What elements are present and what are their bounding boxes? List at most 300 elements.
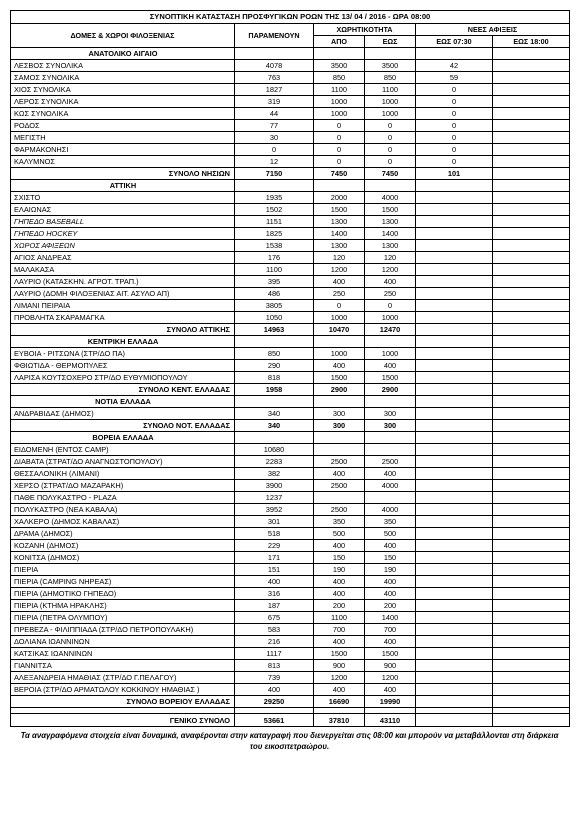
capacity-to-cell: 190 — [365, 564, 416, 576]
facility-name-cell: ΣΧΙΣΤΟ — [11, 192, 235, 204]
remaining-cell: 1117 — [235, 648, 314, 660]
capacity-to-cell: 1300 — [365, 240, 416, 252]
remaining-cell: 518 — [235, 528, 314, 540]
capacity-to-cell: 0 — [365, 156, 416, 168]
arrivals-1800-cell — [493, 684, 570, 696]
facility-name-cell: ΛΑΥΡΙΟ (ΔΟΜΗ ΦΙΛΟΞΕΝΙΑΣ ΑΙΤ. ΑΣΥΛΟ ΑΠ) — [11, 288, 235, 300]
arrivals-0730-cell — [416, 408, 493, 420]
arrivals-1800-cell — [493, 240, 570, 252]
remaining-cell: 176 — [235, 252, 314, 264]
remaining-cell: 400 — [235, 684, 314, 696]
capacity-to-cell — [365, 48, 416, 60]
facility-name-cell: ΛΙΜΑΝΙ ΠΕΙΡΑΙΑ — [11, 300, 235, 312]
capacity-from-cell: 700 — [314, 624, 365, 636]
arrivals-0730-cell — [416, 516, 493, 528]
capacity-from-cell — [314, 396, 365, 408]
capacity-to-cell: 150 — [365, 552, 416, 564]
arrivals-0730-cell: 0 — [416, 144, 493, 156]
col-header-remaining: ΠΑΡΑΜΕΝΟΥΝ — [235, 24, 314, 48]
capacity-to-cell: 400 — [365, 468, 416, 480]
arrivals-0730-cell — [416, 228, 493, 240]
remaining-cell: 1825 — [235, 228, 314, 240]
capacity-to-cell: 1400 — [365, 228, 416, 240]
arrivals-1800-cell — [493, 156, 570, 168]
capacity-to-cell: 12470 — [365, 324, 416, 336]
remaining-cell: 4078 — [235, 60, 314, 72]
capacity-to-cell: 500 — [365, 528, 416, 540]
grand-total-row — [11, 714, 570, 727]
remaining-cell: 14963 — [235, 324, 314, 336]
facility-name-cell: ΣΥΝΟΛΟ ΝΗΣΙΩΝ — [11, 168, 235, 180]
table-row — [11, 648, 570, 660]
remaining-cell: 2283 — [235, 456, 314, 468]
remaining-cell: 7150 — [235, 168, 314, 180]
facility-name-cell: ΠΡΟΒΛΗΤΑ ΣΚΑΡΑΜΑΓΚΑ — [11, 312, 235, 324]
col-header-arrivals-0730: ΕΩΣ 07:30 — [416, 36, 493, 48]
facility-name-cell: ΕΙΔΟΜΕΝΗ (ΕΝΤΟΣ CAMP) — [11, 444, 235, 456]
arrivals-0730-cell — [416, 420, 493, 432]
capacity-to-cell: 4000 — [365, 504, 416, 516]
arrivals-1800-cell — [493, 696, 570, 708]
capacity-from-cell: 0 — [314, 156, 365, 168]
capacity-to-cell: 300 — [365, 420, 416, 432]
table-row — [11, 60, 570, 72]
remaining-cell: 1827 — [235, 84, 314, 96]
facility-name-cell: ΧΕΡΣΟ (ΣΤΡΑΤ/ΔΟ ΜΑΖΑΡΑΚΗ) — [11, 480, 235, 492]
remaining-cell: 77 — [235, 120, 314, 132]
capacity-to-cell: 1000 — [365, 312, 416, 324]
arrivals-1800-cell — [493, 588, 570, 600]
arrivals-1800-cell — [493, 516, 570, 528]
section-header-row — [11, 180, 570, 192]
capacity-to-cell: 2900 — [365, 384, 416, 396]
facility-name-cell: ΛΑΡΙΣΑ ΚΟΥΤΣΟΧΕΡΟ ΣΤΡ/ΔΟ ΕΥΘΥΜΙΟΠΟΥΛΟΥ — [11, 372, 235, 384]
table-row — [11, 564, 570, 576]
facility-name-cell: ΚΟΝΙΤΣΑ (ΔΗΜΟΣ) — [11, 552, 235, 564]
capacity-to-cell: 4000 — [365, 480, 416, 492]
capacity-to-cell: 1500 — [365, 204, 416, 216]
section-header-row — [11, 336, 570, 348]
section-title: ΑΤΤΙΚΗ — [11, 180, 235, 192]
capacity-to-cell: 200 — [365, 600, 416, 612]
table-row — [11, 516, 570, 528]
footnote: Τα αναγραφόμενα στοιχεία είναι δυναμικά, αναφέρονται στην καταγραφή που διενεργείται στις 08:00 και μπορούν να μεταβάλλονται στη διάρκεια του εικοσιτετραώρου. — [20, 731, 559, 751]
table-row — [11, 552, 570, 564]
capacity-to-cell — [365, 444, 416, 456]
arrivals-1800-cell — [493, 144, 570, 156]
capacity-from-cell — [314, 48, 365, 60]
arrivals-0730-cell — [416, 444, 493, 456]
col-header-capacity-from: ΑΠΟ — [314, 36, 365, 48]
capacity-to-cell: 400 — [365, 540, 416, 552]
arrivals-0730-cell — [416, 480, 493, 492]
capacity-from-cell: 10470 — [314, 324, 365, 336]
arrivals-1800-cell — [493, 504, 570, 516]
capacity-from-cell — [314, 180, 365, 192]
table-row — [11, 252, 570, 264]
capacity-to-cell: 43110 — [365, 714, 416, 727]
remaining-cell: 1237 — [235, 492, 314, 504]
table-row — [11, 276, 570, 288]
arrivals-0730-cell — [416, 336, 493, 348]
capacity-to-cell: 1400 — [365, 612, 416, 624]
table-row — [11, 612, 570, 624]
table-row — [11, 132, 570, 144]
remaining-cell: 395 — [235, 276, 314, 288]
capacity-from-cell: 400 — [314, 684, 365, 696]
facility-name-cell: ΜΑΛΑΚΑΣΑ — [11, 264, 235, 276]
capacity-from-cell: 2900 — [314, 384, 365, 396]
capacity-to-cell: 900 — [365, 660, 416, 672]
facility-name-cell: ΚΩΣ ΣΥΝΟΛΙΚΑ — [11, 108, 235, 120]
arrivals-0730-cell — [416, 324, 493, 336]
facility-name-cell: ΑΛΕΞΑΝΔΡΕΙΑ ΗΜΑΘΙΑΣ (ΣΤΡ/ΔΟ Γ.ΠΕΛΑΓΟΥ) — [11, 672, 235, 684]
capacity-to-cell: 400 — [365, 276, 416, 288]
facility-name-cell: ΦΘΙΩΤΙΔΑ - ΘΕΡΜΟΠΥΛΕΣ — [11, 360, 235, 372]
facility-name-cell: ΠΙΕΡΙΑ — [11, 564, 235, 576]
table-row — [11, 636, 570, 648]
capacity-from-cell: 1200 — [314, 264, 365, 276]
remaining-cell: 3952 — [235, 504, 314, 516]
arrivals-0730-cell — [416, 204, 493, 216]
arrivals-1800-cell — [493, 528, 570, 540]
arrivals-1800-cell — [493, 444, 570, 456]
remaining-cell: 1502 — [235, 204, 314, 216]
facility-name-cell: ΒΕΡΟΙΑ (ΣΤΡ/ΔΟ ΑΡΜΑΤΩΛΟΥ ΚΟΚΚΙΝΟΥ ΗΜΑΘΙΑΣ ) — [11, 684, 235, 696]
capacity-from-cell: 2000 — [314, 192, 365, 204]
table-row — [11, 288, 570, 300]
remaining-cell: 3805 — [235, 300, 314, 312]
capacity-to-cell — [365, 492, 416, 504]
arrivals-0730-cell — [416, 492, 493, 504]
col-header-capacity-to: ΕΩΣ — [365, 36, 416, 48]
arrivals-0730-cell — [416, 600, 493, 612]
capacity-from-cell: 2500 — [314, 480, 365, 492]
capacity-to-cell: 400 — [365, 684, 416, 696]
remaining-cell: 316 — [235, 588, 314, 600]
arrivals-1800-cell — [493, 456, 570, 468]
table-row — [11, 240, 570, 252]
capacity-from-cell: 850 — [314, 72, 365, 84]
facility-name-cell: ΕΛΑΙΩΝΑΣ — [11, 204, 235, 216]
arrivals-1800-cell — [493, 408, 570, 420]
table-row — [11, 120, 570, 132]
arrivals-1800-cell — [493, 384, 570, 396]
capacity-from-cell: 300 — [314, 408, 365, 420]
remaining-cell: 675 — [235, 612, 314, 624]
facility-name-cell: ΘΕΣΣΑΛΟΝΙΚΗ (ΛΙΜΑΝΙ) — [11, 468, 235, 480]
facility-name-cell: ΧΙΟΣ ΣΥΝΟΛΙΚΑ — [11, 84, 235, 96]
capacity-to-cell: 4000 — [365, 192, 416, 204]
table-row — [11, 672, 570, 684]
remaining-cell: 3900 — [235, 480, 314, 492]
capacity-to-cell: 0 — [365, 144, 416, 156]
facility-name-cell: ΚΟΖΑΝΗ (ΔΗΜΟΣ) — [11, 540, 235, 552]
capacity-from-cell: 1300 — [314, 240, 365, 252]
table-row — [11, 204, 570, 216]
facility-name-cell: ΠΙΕΡΙΑ (ΔΗΜΟΤΙΚΟ ΓΗΠΕΔΟ) — [11, 588, 235, 600]
remaining-cell: 290 — [235, 360, 314, 372]
table-row — [11, 456, 570, 468]
table-row — [11, 408, 570, 420]
capacity-from-cell: 400 — [314, 360, 365, 372]
remaining-cell — [235, 336, 314, 348]
arrivals-1800-cell — [493, 96, 570, 108]
arrivals-0730-cell — [416, 264, 493, 276]
arrivals-1800-cell — [493, 348, 570, 360]
arrivals-0730-cell — [416, 192, 493, 204]
arrivals-0730-cell — [416, 384, 493, 396]
remaining-cell: 301 — [235, 516, 314, 528]
arrivals-1800-cell — [493, 372, 570, 384]
arrivals-0730-cell — [416, 684, 493, 696]
arrivals-1800-cell — [493, 564, 570, 576]
facility-name-cell: ΠΡΕΒΕΖΑ - ΦΙΛΙΠΠΙΑΔΑ (ΣΤΡ/ΔΟ ΠΕΤΡΟΠΟΥΛΑΚΗ) — [11, 624, 235, 636]
arrivals-1800-cell — [493, 660, 570, 672]
capacity-to-cell: 1000 — [365, 96, 416, 108]
capacity-from-cell: 2500 — [314, 504, 365, 516]
capacity-from-cell: 1000 — [314, 312, 365, 324]
facility-name-cell: ΚΑΤΣΙΚΑΣ ΙΩΑΝΝΙΝΩΝ — [11, 648, 235, 660]
subtotal-row — [11, 696, 570, 708]
facility-name-cell: ΧΑΛΚΕΡΟ (ΔΗΜΟΣ ΚΑΒΑΛΑΣ) — [11, 516, 235, 528]
table-row — [11, 468, 570, 480]
table-row — [11, 444, 570, 456]
capacity-to-cell: 120 — [365, 252, 416, 264]
capacity-to-cell: 3500 — [365, 60, 416, 72]
table-row — [11, 264, 570, 276]
remaining-cell: 12 — [235, 156, 314, 168]
capacity-to-cell: 7450 — [365, 168, 416, 180]
arrivals-0730-cell — [416, 288, 493, 300]
report-title: ΣΥΝΟΠΤΙΚΗ ΚΑΤΑΣΤΑΣΗ ΠΡΟΣΦΥΓΙΚΩΝ ΡΟΩΝ ΤΗΣ 13/ 04 / 2016 - ΩΡΑ 08:00 — [11, 11, 570, 24]
arrivals-0730-cell — [416, 714, 493, 727]
capacity-from-cell: 300 — [314, 420, 365, 432]
facility-name-cell: ΧΩΡΟΣ ΑΦΙΞΕΩΝ — [11, 240, 235, 252]
table-row — [11, 588, 570, 600]
capacity-to-cell: 850 — [365, 72, 416, 84]
facility-name-cell: ΣΥΝΟΛΟ ΒΟΡΕΙΟΥ ΕΛΛΑΔΑΣ — [11, 696, 235, 708]
arrivals-1800-cell — [493, 552, 570, 564]
arrivals-1800-cell — [493, 264, 570, 276]
arrivals-0730-cell — [416, 504, 493, 516]
arrivals-0730-cell — [416, 660, 493, 672]
capacity-to-cell — [365, 396, 416, 408]
section-title: ΚΕΝΤΡΙΚΗ ΕΛΛΑΔΑ — [11, 336, 235, 348]
facility-name-cell: ΠΙΕΡΙΑ (ΚΤΗΜΑ ΗΡΑΚΛΗΣ) — [11, 600, 235, 612]
arrivals-0730-cell — [416, 216, 493, 228]
col-header-facilities: ΔΟΜΕΣ & ΧΩΡΟΙ ΦΙΛΟΞΕΝΙΑΣ — [11, 24, 235, 48]
table-row — [11, 84, 570, 96]
capacity-to-cell — [365, 180, 416, 192]
remaining-cell: 229 — [235, 540, 314, 552]
arrivals-1800-cell — [493, 132, 570, 144]
subtotal-row — [11, 168, 570, 180]
arrivals-0730-cell — [416, 432, 493, 444]
facility-name-cell: ΣΥΝΟΛΟ ΑΤΤΙΚΗΣ — [11, 324, 235, 336]
arrivals-0730-cell — [416, 624, 493, 636]
table-row — [11, 300, 570, 312]
remaining-cell: 382 — [235, 468, 314, 480]
table-row — [11, 348, 570, 360]
capacity-from-cell — [314, 492, 365, 504]
capacity-from-cell — [314, 444, 365, 456]
capacity-to-cell: 1300 — [365, 216, 416, 228]
facility-name-cell: ΠΑΘΕ ΠΟΛΥΚΑΣΤΡΟ - PLAZA — [11, 492, 235, 504]
arrivals-0730-cell: 0 — [416, 96, 493, 108]
facility-name-cell: ΠΙΕΡΙΑ (ΠΕΤΡΑ ΟΛΥΜΠΟΥ) — [11, 612, 235, 624]
capacity-from-cell: 400 — [314, 540, 365, 552]
capacity-to-cell: 1200 — [365, 672, 416, 684]
facility-name-cell: ΛΕΣΒΟΣ ΣΥΝΟΛΙΚΑ — [11, 60, 235, 72]
capacity-to-cell: 1200 — [365, 264, 416, 276]
facility-name-cell: ΔΙΑΒΑΤΑ (ΣΤΡΑΤ/ΔΟ ΑΝΑΓΝΩΣΤΟΠΟΥΛΟΥ) — [11, 456, 235, 468]
remaining-cell — [235, 180, 314, 192]
capacity-from-cell: 0 — [314, 120, 365, 132]
arrivals-1800-cell — [493, 360, 570, 372]
facility-name-cell: ΛΕΡΟΣ ΣΥΝΟΛΙΚΑ — [11, 96, 235, 108]
capacity-to-cell: 700 — [365, 624, 416, 636]
remaining-cell: 0 — [235, 144, 314, 156]
facility-name-cell: ΡΟΔΟΣ — [11, 120, 235, 132]
arrivals-0730-cell — [416, 648, 493, 660]
table-row — [11, 360, 570, 372]
remaining-cell: 171 — [235, 552, 314, 564]
arrivals-1800-cell — [493, 624, 570, 636]
table-row — [11, 144, 570, 156]
capacity-from-cell — [314, 336, 365, 348]
arrivals-1800-cell — [493, 120, 570, 132]
capacity-from-cell: 400 — [314, 576, 365, 588]
table-row — [11, 480, 570, 492]
arrivals-1800-cell — [493, 480, 570, 492]
remaining-cell: 10680 — [235, 444, 314, 456]
remaining-cell: 216 — [235, 636, 314, 648]
remaining-cell: 319 — [235, 96, 314, 108]
facility-name-cell: ΓΙΑΝΝΙΤΣΑ — [11, 660, 235, 672]
capacity-from-cell: 1500 — [314, 648, 365, 660]
table-row — [11, 156, 570, 168]
col-header-new-arrivals: ΝΕΕΣ ΑΦΙΞΕΙΣ — [416, 24, 570, 36]
arrivals-0730-cell — [416, 552, 493, 564]
table-body — [11, 48, 570, 727]
section-header-row — [11, 396, 570, 408]
facility-name-cell: ΣΥΝΟΛΟ ΚΕΝΤ. ΕΛΛΑΔΑΣ — [11, 384, 235, 396]
capacity-from-cell: 1000 — [314, 108, 365, 120]
capacity-to-cell: 1500 — [365, 372, 416, 384]
arrivals-1800-cell — [493, 192, 570, 204]
arrivals-1800-cell — [493, 648, 570, 660]
table-row — [11, 540, 570, 552]
facility-name-cell: ΓΗΠΕΔΟ BASEBALL — [11, 216, 235, 228]
table-row — [11, 492, 570, 504]
arrivals-1800-cell — [493, 468, 570, 480]
arrivals-0730-cell — [416, 672, 493, 684]
remaining-cell — [235, 396, 314, 408]
table-row — [11, 108, 570, 120]
capacity-to-cell: 1100 — [365, 84, 416, 96]
capacity-from-cell: 500 — [314, 528, 365, 540]
capacity-from-cell: 250 — [314, 288, 365, 300]
arrivals-0730-cell: 42 — [416, 60, 493, 72]
arrivals-1800-cell — [493, 228, 570, 240]
facility-name-cell: ΣΑΜΟΣ ΣΥΝΟΛΙΚΑ — [11, 72, 235, 84]
remaining-cell: 583 — [235, 624, 314, 636]
remaining-cell: 400 — [235, 576, 314, 588]
table-row — [11, 600, 570, 612]
section-title: ΝΟΤΙΑ ΕΛΛΑΔΑ — [11, 396, 235, 408]
arrivals-0730-cell: 0 — [416, 108, 493, 120]
remaining-cell: 818 — [235, 372, 314, 384]
arrivals-0730-cell — [416, 180, 493, 192]
capacity-from-cell: 1100 — [314, 84, 365, 96]
capacity-from-cell: 1000 — [314, 348, 365, 360]
capacity-from-cell: 1000 — [314, 96, 365, 108]
arrivals-1800-cell — [493, 336, 570, 348]
arrivals-0730-cell — [416, 564, 493, 576]
arrivals-0730-cell: 0 — [416, 120, 493, 132]
facility-name-cell: ΔΟΛΙΑΝΑ ΙΩΑΝΝΙΝΩΝ — [11, 636, 235, 648]
section-title: ΑΝΑΤΟΛΙΚΟ ΑΙΓΑΙΟ — [11, 48, 235, 60]
arrivals-0730-cell — [416, 396, 493, 408]
facility-name-cell: ΓΕΝΙΚΟ ΣΥΝΟΛΟ — [11, 714, 235, 727]
table-row — [11, 228, 570, 240]
remaining-cell: 29250 — [235, 696, 314, 708]
remaining-cell: 187 — [235, 600, 314, 612]
arrivals-1800-cell — [493, 168, 570, 180]
arrivals-0730-cell — [416, 48, 493, 60]
remaining-cell: 763 — [235, 72, 314, 84]
table-row — [11, 312, 570, 324]
arrivals-1800-cell — [493, 180, 570, 192]
capacity-from-cell: 350 — [314, 516, 365, 528]
arrivals-0730-cell — [416, 252, 493, 264]
facility-name-cell: ΔΡΑΜΑ (ΔΗΜΟΣ) — [11, 528, 235, 540]
arrivals-1800-cell — [493, 540, 570, 552]
table-row — [11, 504, 570, 516]
capacity-from-cell: 16690 — [314, 696, 365, 708]
arrivals-0730-cell — [416, 576, 493, 588]
arrivals-1800-cell — [493, 204, 570, 216]
facility-name-cell: ΣΥΝΟΛΟ ΝΟΤ. ΕΛΛΑΔΑΣ — [11, 420, 235, 432]
arrivals-1800-cell — [493, 636, 570, 648]
capacity-from-cell: 400 — [314, 588, 365, 600]
remaining-cell: 739 — [235, 672, 314, 684]
col-header-capacity: ΧΩΡΗΤΙΚΟΤΗΤΑ — [314, 24, 416, 36]
section-title: ΒΟΡΕΙΑ ΕΛΛΑΔΑ — [11, 432, 235, 444]
capacity-to-cell — [365, 432, 416, 444]
arrivals-0730-cell — [416, 360, 493, 372]
remaining-cell: 850 — [235, 348, 314, 360]
capacity-from-cell: 1200 — [314, 672, 365, 684]
arrivals-0730-cell: 0 — [416, 84, 493, 96]
capacity-from-cell: 1100 — [314, 612, 365, 624]
capacity-from-cell: 3500 — [314, 60, 365, 72]
remaining-cell: 44 — [235, 108, 314, 120]
arrivals-1800-cell — [493, 396, 570, 408]
table-row — [11, 216, 570, 228]
capacity-to-cell: 400 — [365, 576, 416, 588]
remaining-cell — [235, 48, 314, 60]
capacity-from-cell: 400 — [314, 636, 365, 648]
capacity-from-cell: 150 — [314, 552, 365, 564]
arrivals-0730-cell — [416, 540, 493, 552]
arrivals-1800-cell — [493, 252, 570, 264]
capacity-from-cell: 120 — [314, 252, 365, 264]
arrivals-0730-cell — [416, 348, 493, 360]
section-header-row — [11, 48, 570, 60]
remaining-cell: 1151 — [235, 216, 314, 228]
